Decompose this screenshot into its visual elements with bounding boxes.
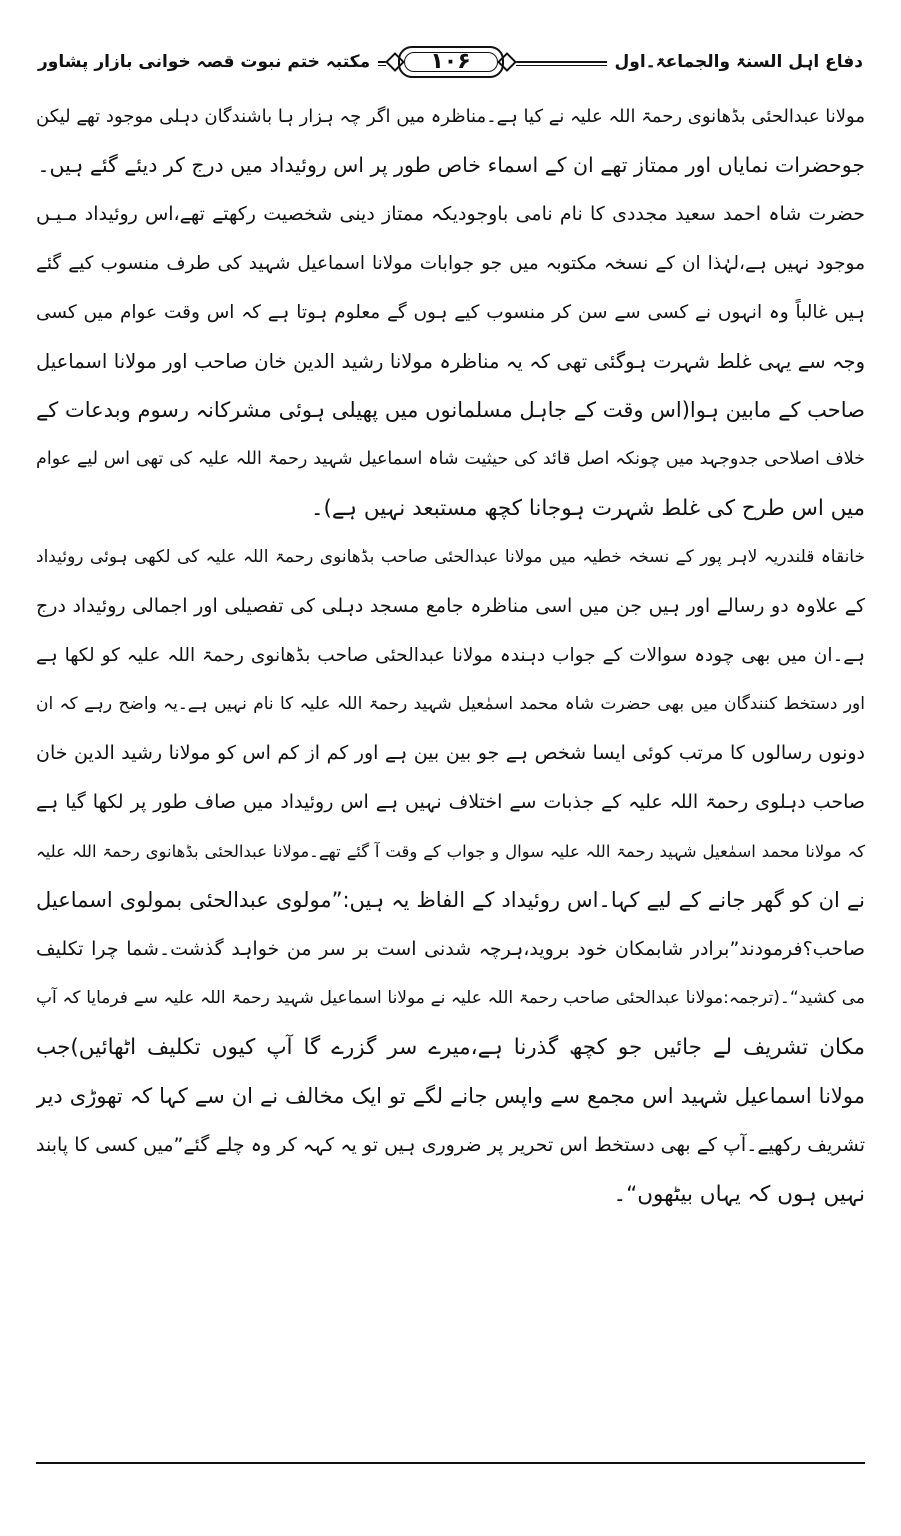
text-line: حضرت شاہ احمد سعید مجددی کا نام نامی باوجودیکہ ممتاز دینی شخصیت رکھتے تھے،اس روئیداد مـیـں <box>36 203 865 225</box>
text-line: کہ مولانا محمد اسمٰعیل شہید رحمۃ اللہ علیہ سوال و جواب کے وقت آ گئے تھے۔مولانا عبدالحئی بڈھانوی رحمۃ اللہ علیہ <box>36 842 865 861</box>
text-line: ہے۔ان میں بھی چودہ سوالات کے جواب دہندہ مولانا عبدالحئی صاحب بڈھانوی رحمۃ اللہ علیہ کو لکھا ہے <box>36 645 865 666</box>
text-line: نے ان کو گھر جانے کے لیے کہا۔اس روئیداد کے الفاظ یہ ہیں:”مولوی عبدالحئی بمولوی اسماعیل <box>36 888 865 912</box>
text-line: نہیں ہوں کہ یہاں بیٹھوں“۔ <box>613 1182 865 1207</box>
text-line: موجود نہیں ہے،لہٰذا ان کے نسخہ مکتوبہ میں جو جوابات مولانا اسماعیل شہید کی طرف منسوب کیے گئے <box>36 253 865 274</box>
text-line: می کشید“۔(ترجمہ:مولانا عبدالحئی صاحب رحمۃ اللہ علیہ نے مولانا اسماعیل شہید رحمۃ اللہ علیہ سے فرمایا کہ آپ <box>36 988 865 1008</box>
page-number-cartouche <box>386 42 516 82</box>
text-line: خلاف اصلاحی جدوجہد میں چونکہ اصل قائد کی حیثیت شاہ اسماعیل شہید رحمۃ اللہ علیہ کی تھی اس لیے عوام <box>36 449 865 469</box>
page-number: ۱۰۶ <box>430 49 471 74</box>
header-publisher: مکتبہ ختم نبوت قصہ خوانی بازار پشاور <box>30 46 378 78</box>
text-line: دونوں رسالوں کا مرتب کوئی ایسا شخص ہے جو بین بین ہے اور کم از کم اس کو مولانا رشید الدین خان <box>36 742 865 764</box>
text-line: تشریف رکھیے۔آپ کے بھی دستخط اس تحریر پر ضروری ہیں تو یہ کہہ کر وہ چلے گئے”میں کسی کا پابند <box>36 1134 865 1156</box>
text-line: ہیں غالباً وہ انہوں نے کسی سے سن کر منسوب کیے ہوں گے معلوم ہوتا ہے کہ اس وقت عوام میں کسی <box>36 302 865 323</box>
text-line: کے علاوہ دو رسالے اور ہیں جن میں اسی مناظرہ جامع مسجد دہلی کی تفصیلی اور اجمالی روئیداد درج <box>36 595 865 617</box>
page-header <box>30 42 871 84</box>
text-line: خانقاہ قلندریہ لاہر پور کے نسخہ خطیہ میں مولانا عبدالحئی صاحب بڈھانوی رحمۃ اللہ علیہ کی لکھی ہوئی روئیداد <box>36 547 865 567</box>
footer-rule <box>36 1462 865 1464</box>
text-line: میں اس طرح کی غلط شہرت ہوجانا کچھ مستبعد نہیں ہے)۔ <box>310 496 865 521</box>
header-book-title: دفاع اہل السنۃ والجماعۃ۔اول <box>607 46 871 78</box>
text-line: صاحب؟فرمودند”برادر شابمکان خود بروید،ہرچہ شدنی است بر سر من خواہد گذشت۔شما چرا تکلیف <box>36 938 865 960</box>
text-line: مولانا عبدالحئی بڈھانوی رحمۃ اللہ علیہ نے کیا ہے۔مناظرہ میں اگر چہ ہزار ہا باشندگان دہلی موجود تھے لیکن <box>36 106 865 127</box>
body-text <box>36 92 865 1219</box>
text-line: وجہ سے یہی غلط شہرت ہوگئی تھی کہ یہ مناظرہ مولانا رشید الدین خان صاحب اور مولانا اسماعیل <box>36 350 865 373</box>
text-line: صاحب دہلوی رحمۃ اللہ علیہ کے جذبات سے اختلاف نہیں ہے اس روئیداد میں صاف طور پر لکھا گیا ہے <box>36 791 865 813</box>
text-line: مکان تشریف لے جائیں جو کچھ گذرنا ہے،میرے سر گزرے گا آپ کیوں تکلیف اٹھائیں)جب <box>36 1035 865 1060</box>
text-line: اور دستخط کنندگان میں بھی حضرت شاہ محمد اسمٰعیل شہید رحمۃ اللہ علیہ کا نام نہیں ہے۔یہ واضح رہے کہ ان <box>36 694 865 714</box>
text-line: مولانا اسماعیل شہید اس مجمع سے واپس جانے لگے تو ایک مخالف نے ان سے کہا کہ تھوڑی دیر <box>36 1084 865 1108</box>
text-line: جوحضرات نمایاں اور ممتاز تھے ان کے اسماء خاص طور پر اس روئیداد میں درج کر دیئے گئے ہیں۔ <box>37 153 865 177</box>
text-line: صاحب کے مابین ہوا(اس وقت کے جاہل مسلمانوں میں پھیلی ہوئی مشرکانہ رسوم وبدعات کے <box>36 398 865 422</box>
